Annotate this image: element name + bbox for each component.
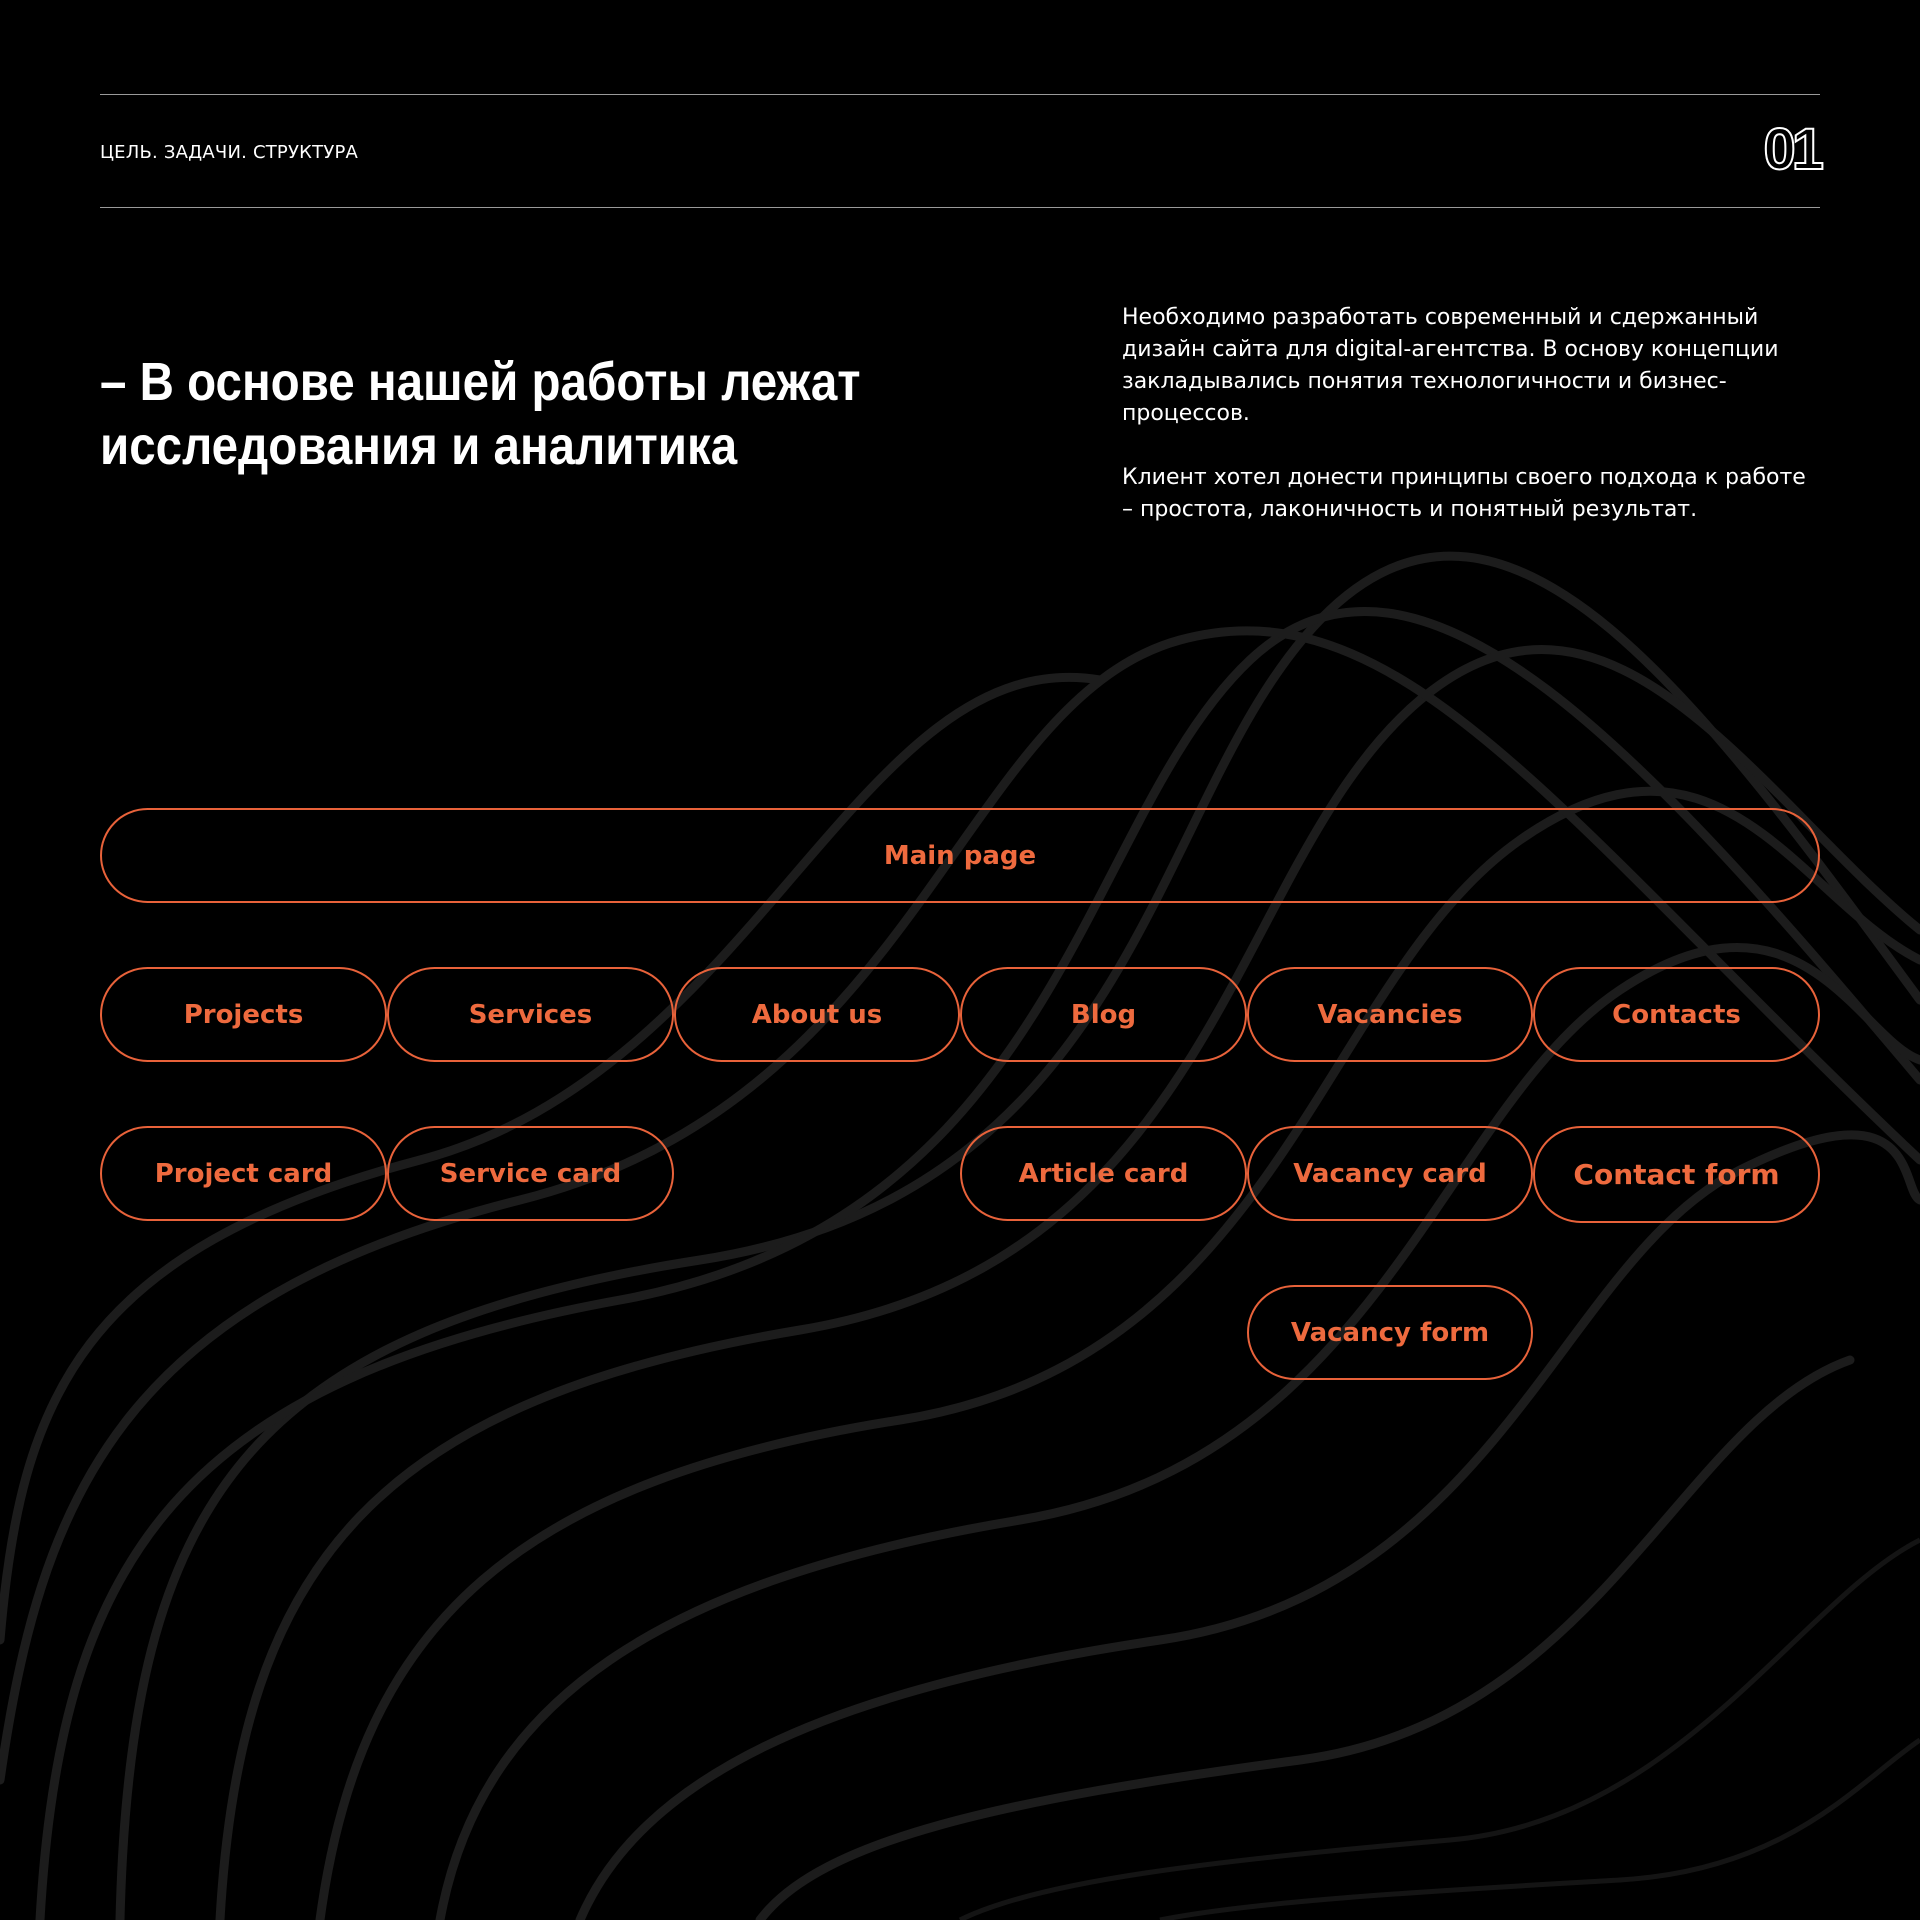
node-vacancies: Vacancies bbox=[1247, 967, 1533, 1062]
headline-line-1: – В основе нашей работы лежат bbox=[100, 352, 861, 412]
description-paragraph-2: Клиент хотел донести принципы своего подхода к работе – простота, лаконичность и понятный результат. bbox=[1122, 465, 1806, 522]
description-paragraph-1: Необходимо разработать современный и сдержанный дизайн сайта для digital-агентства. В основу концепции закладывались понятия технологичности и бизнес-процессов. bbox=[1122, 305, 1779, 426]
headline-line-2: исследования и аналитика bbox=[100, 416, 738, 476]
node-blog: Blog bbox=[960, 967, 1247, 1062]
node-vacancy-card: Vacancy card bbox=[1247, 1126, 1533, 1221]
node-service-card: Service card bbox=[387, 1126, 674, 1221]
headline bbox=[100, 350, 892, 478]
node-contacts: Contacts bbox=[1533, 967, 1820, 1062]
top-divider bbox=[100, 94, 1820, 95]
node-contact-form: Contact form bbox=[1533, 1126, 1820, 1223]
section-label: ЦЕЛЬ. ЗАДАЧИ. СТРУКТУРА bbox=[100, 142, 359, 163]
header-divider bbox=[100, 207, 1820, 208]
node-services: Services bbox=[387, 967, 674, 1062]
node-about-us: About us bbox=[674, 967, 960, 1062]
node-projects: Projects bbox=[100, 967, 387, 1062]
node-article-card: Article card bbox=[960, 1126, 1247, 1221]
node-main-page: Main page bbox=[100, 808, 1820, 903]
page-number: 01 bbox=[1763, 117, 1820, 182]
node-project-card: Project card bbox=[100, 1126, 387, 1221]
node-vacancy-form: Vacancy form bbox=[1247, 1285, 1533, 1380]
project-description bbox=[1122, 302, 1822, 558]
